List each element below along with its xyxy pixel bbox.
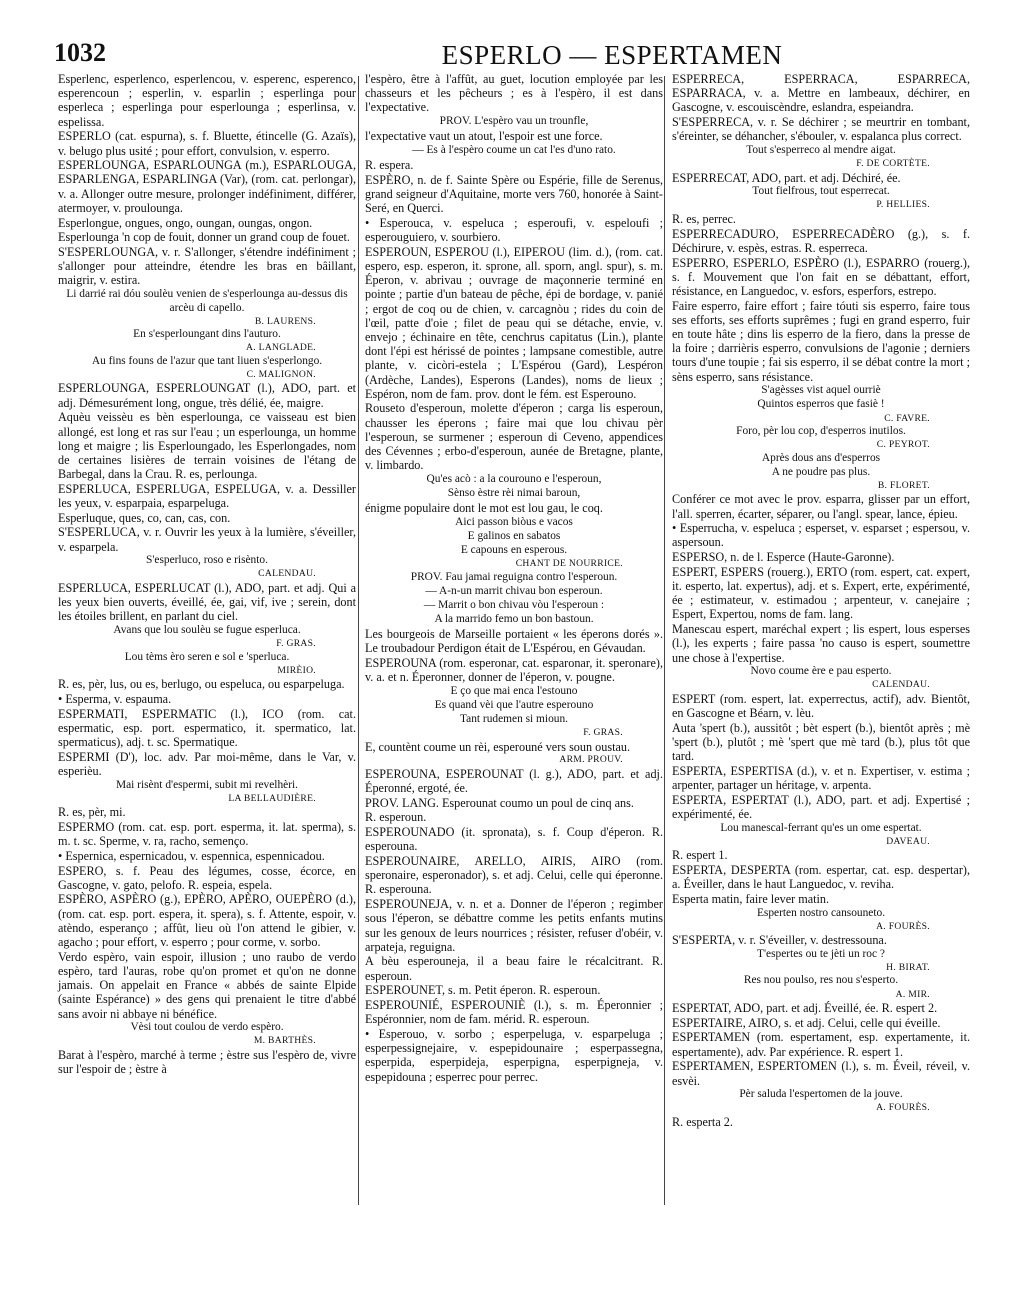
quotation: E ço que mai enca l'estouno [450, 684, 578, 697]
dictionary-entry: ESPERRECA, ESPERRACA, ESPARRECA, ESPARRACA, v. a. Mettre en lambeaux, déchirer, en Gascogne, v. escouiscèndre, eslandra, espeiandra. [672, 72, 970, 115]
quotation: PROV. Fau jamai reguigna contro l'esperoun. [410, 570, 618, 583]
quotation: A ne poudre pas plus. [771, 465, 871, 478]
quotation: A la marrido femo un bon bastoun. [434, 612, 594, 625]
quotation: Après dous ans d'esperros [761, 451, 881, 464]
quotation-author: A. LANGLADE. [246, 342, 316, 354]
quotation: E capouns en esperous. [460, 544, 568, 557]
dictionary-entry: ESPÈRO, ASPÈRO (g.), EPÈRO, APÈRO, OUEPÈRO (d.), (rom. cat. esp. port. espera, it. spera), s. f. Attente, espoir, v. atèndo, esperanço ; affût, lieu où l'on attend le gibier, v. agacho ; pour effort, v. esperro ; pour corme, v. sorbo. [58, 892, 356, 950]
quotation-author: B. FLORET. [877, 479, 930, 491]
dictionary-entry: Aquèu veissèu es bèn esperlounga, ce vaisseau est bien allongé, est long et ras sur l'eau ; un esperlounga, un homme long et maigre ; lis Esperloungado, les Esperlongades, nom de certaines lisières de terrain voisines de l'étang de Barbegal, dans la Crau. R. es, perlounga. [58, 410, 356, 482]
dictionary-entry: ESPEROUNAIRE, ARELLO, AIRIS, AIRO (rom. speronaire, esperonador), s. et adj. Celui, celle qui éperonne. R. esperouna. [365, 854, 663, 897]
quotation-author: C. MALIGNON. [246, 368, 316, 380]
quotation: S'esperluco, roso e risènto. [146, 554, 268, 567]
dictionary-entry: R. esperoun. [365, 810, 427, 825]
dictionary-entry: ESPERSO, n. de l. Esperce (Haute-Garonne). [672, 550, 895, 565]
dictionary-entry: S'ESPERTA, v. r. S'éveiller, v. destressouna. [672, 933, 887, 948]
dictionary-entry: Esperlounga 'n cop de fouit, donner un grand coup de fouet. [58, 230, 350, 245]
dictionary-entry: énigme populaire dont le mot est lou gau, le coq. [365, 501, 603, 516]
quotation-author: C. PEYROT. [876, 439, 930, 451]
dictionary-entry: ESPERMO (rom. cat. esp. port. esperma, it. lat. sperma), s. m. t. sc. Sperme, v. ra, racho, semenço. [58, 819, 356, 849]
quotation: Quintos esperros que fasiè ! [757, 398, 885, 411]
dictionary-entry: A bèu esperouneja, il a beau faire le récalcitrant. R. esperoun. [365, 954, 663, 983]
dictionary-entry: R. espera. [365, 158, 414, 172]
quotation: Mai risènt d'espermi, subit mi revelhèri. [115, 778, 299, 791]
dictionary-entry: ESPERTA, ESPERTAT (l.), ADO, part. et adj. Expertisé ; expérimenté, ée. [672, 792, 970, 821]
dictionary-entry: ESPERTAT, ADO, part. et adj. Éveillé, ée. R. espert 2. [672, 1001, 938, 1016]
quotation: Lou tèms èro seren e sol e 'sperluca. [124, 650, 290, 663]
quotation-author: ARM. PROUV. [559, 754, 623, 766]
dictionary-entry: • Esperma, v. espauma. [58, 691, 172, 706]
column-divider [664, 76, 665, 1205]
quotation: E galinos en sabatos [467, 529, 561, 542]
quotation: Avans que lou soulèu se fugue esperluca. [113, 624, 301, 637]
quotation: — A-n-un marrit chivau bon esperoun. [425, 584, 603, 597]
dictionary-entry: ESPERRECADURO, ESPERRECADÈRO (g.), s. f. Déchirure, v. espès, estras. R. esperreca. [672, 226, 970, 255]
dictionary-entry: Faire esperro, faire effort ; faire tóuti sis esperro, faire tous ses efforts, ses efforts suprêmes ; fugi en grand esperro, fuir en toute hâte ; dins lis esperro de la fiero, dans la presse de la foire ; darrièris esperro, convulsions de l'agonie ; derniers tours d'une toupie ; fai sis esperro, il se débat contre la mort ; sèns esperro, sans résistance. [672, 298, 970, 384]
dictionary-entry: • Espernica, espernicadou, v. espennica, espennicadou. [58, 848, 325, 863]
quotation-author: CALENDAU. [872, 679, 930, 691]
dictionary-entry: Verdo espèro, vain espoir, illusion ; uno raubo de verdo espèro, tard l'auras, robe qu'on promet et qu'on ne donne jamais. On appelait en France « abbés de sainte Elpide (sainte Espérance) » des gens qui prenaient le titre d'abbé sans avoir ni abbaye ni bénéfice. [58, 949, 356, 1021]
dictionary-entry: • Esperouo, v. sorbo ; esperpeluga, v. esparpeluga ; esperpessignejaire, v. espepidounaire ; esperpassegna, esperpida, esperpideja, esperpigna, esperpigneja, v. espepidouna ; esperrec pour perrec. [365, 1026, 663, 1084]
quotation-author: F. GRAS. [583, 727, 623, 739]
dictionary-entry: ESPERTA, ESPERTISA (d.), v. et n. Expertiser, v. estima ; arpenter, partager un héritage, v. arpenta. [672, 763, 970, 793]
quotation-author: F. DE CORTÈTE. [856, 158, 930, 170]
dictionary-entry: S'ESPERLOUNGA, v. r. S'allonger, s'étendre indéfiniment ; s'allonger pour atteindre, étendre les bras en bâillant, maigrir, v. estira. [58, 244, 356, 288]
quotation-author: B. LAURENS. [254, 315, 316, 327]
quotation-author: H. BIRAT. [886, 961, 930, 973]
column-left [58, 72, 356, 1077]
dictionary-entry: ESPERMI (D'), loc. adv. Par moi-même, dans le Var, v. esperièu. [58, 749, 356, 778]
dictionary-entry: ESPEROUNA (rom. esperonar, cat. esparonar, it. speronare), v. a. et n. Éperonner, donner de l'éperon, v. pougne. [365, 655, 663, 685]
dictionary-entry: ESPERTAMEN, ESPERTOMEN (l.), s. m. Éveil, réveil, v. esvèi. [672, 1059, 970, 1088]
dictionary-entry: Esperta matin, faire lever matin. [672, 891, 830, 906]
quotation: Es quand vèi que l'autre esperouno [434, 698, 594, 711]
quotation: PROV. L'espèro vau un trounfle, [439, 115, 589, 128]
quotation: Novo coume ère e pau esperto. [750, 665, 892, 678]
quotation: — Marrit o bon chivau vòu l'esperoun : [423, 598, 605, 611]
dictionary-entry: Manescau espert, maréchal expert ; lis espert, lous esperses (l.), les experts ; faire passa 'no causo is espert, soumettre une chose à l'expertise. [672, 622, 970, 665]
quotation: — Es à l'espèro coume un cat l'es d'uno rato. [412, 143, 616, 156]
dictionary-entry: Barat à l'espèro, marché à terme ; èstre sus l'espèro de, vivre sur l'espoir de ; èstre à [58, 1047, 356, 1077]
quotation: Vèsi tout coulou de verdo espèro. [130, 1021, 284, 1034]
quotation: Lou manescal-ferrant qu'es un ome espertat. [720, 821, 922, 834]
dictionary-entry: ESPÈRO, n. de f. Sainte Spère ou Espérie, fille de Serenus, grand seigneur d'Aquitaine, morte vers 760, honorée à Saint-Seré, en Querci. [365, 172, 663, 216]
dictionary-entry: • Esperrucha, v. espeluca ; esperset, v. esparset ; espersou, v. aspersoun. [672, 521, 970, 550]
dictionary-entry: ESPEROUNEJA, v. n. et a. Donner de l'éperon ; regimber sous l'éperon, se débattre comme les petits enfants mutins sur les genoux de leurs nourrices ; résister, refuser d'obéir, v. arpateja, reguigna. [365, 897, 663, 954]
dictionary-entry: ESPERTAMEN (rom. espertament, esp. expertamente, it. espertamente), adv. Par expérience. R. espert 1. [672, 1030, 970, 1059]
dictionary-entry: ESPEROUNA, ESPEROUNAT (l. g.), ADO, part. et adj. Éperonné, ergoté, ée. [365, 766, 663, 796]
dictionary-entry: ESPERMATI, ESPERMATIC (l.), ICO (rom. cat. espermatic, esp. port. espermatico, it. spermatico, lat. spermaticus), adj. t. sc. Spermatique. [58, 706, 356, 750]
column-right [672, 72, 970, 1130]
quotation: Tant rudemen si mioun. [459, 713, 569, 726]
dictionary-entry: ESPERLOUNGA, ESPARLOUNGA (m.), ESPARLOUGA, ESPARLENGA, ESPARLINGA (Var), (rom. cat. perlongar), v. a. Allonger outre mesure, prolonger indéfiniment, différer, atermoyer, v. proulounga. [58, 158, 356, 215]
dictionary-entry: R. esperta 2. [672, 1114, 733, 1129]
quotation: T'espertes ou te jèti un roc ? [757, 947, 885, 960]
quotation: Esperten nostro cansouneto. [756, 906, 886, 919]
dictionary-entry: ESPERLUCA, ESPERLUCAT (l.), ADO, part. et adj. Qui a les yeux bien ouverts, éveillé, ée, gai, vif, ive ; serein, dont les étoiles brillent, en parlant du ciel. [58, 580, 356, 624]
dictionary-entry: ESPEROUNET, s. m. Petit éperon. R. esperoun. [365, 983, 601, 998]
quotation: Tout s'esperreco al mendre aigat. [746, 144, 896, 157]
page-number: 1032 [54, 38, 106, 67]
quotation-author: LA BELLAUDIÈRE. [228, 792, 316, 804]
running-head: ESPERLO — ESPERTAMEN [441, 40, 783, 70]
dictionary-entry: ESPEROUNIÉ, ESPEROUNIÈ (l.), s. m. Éperonnier ; Espéronnier, nom de fam. mérid. R. esperoun. [365, 998, 663, 1027]
quotation-author: P. HELLIES. [876, 199, 930, 211]
quotation-author: A. FOURÈS. [876, 1102, 930, 1114]
quotation: En s'esperloungant dins l'auturo. [133, 328, 281, 341]
dictionary-entry: R. es, pèr, mi. [58, 805, 126, 820]
dictionary-entry: ESPERTA, DESPERTA (rom. espertar, cat. esp. despertar), a. Éveiller, dans le haut Languedoc, v. reviha. [672, 862, 970, 892]
quotation: Aici passon biòus e vacos [455, 515, 573, 528]
dictionary-entry: ESPERRECAT, ADO, part. et adj. Déchiré, ée. [672, 170, 901, 185]
dictionary-entry: Auta 'spert (b.), aussitôt ; bèt espert (b.), bientôt après ; mè 'spert (b.), plutôt ; mè 'spert que mè tard (b.), plus tôt que tard. [672, 720, 970, 764]
quotation-author: F. GRAS. [276, 638, 316, 650]
dictionary-entry: R. es, perrec. [672, 211, 736, 226]
dictionary-entry: Conférer ce mot avec le prov. esparra, glisser par un effort, l'all. sperren, écarter, séparer, ou l'angl. spear, lance, épieu. [672, 492, 970, 521]
dictionary-entry: Les bourgeois de Marseille portaient « les éperons dorés ». Le troubadour Perdigon était de L'Espérou, en Gévaudan. [365, 627, 663, 656]
dictionary-entry: ESPERT, ESPERS (rouerg.), ERTO (rom. espert, cat. expert, it. esperto, lat. expertus), adj. et s. Expert, erte, expérimenté, ée ; estimateur, v. estimadou ; arpenteur, v. canejaire ; Espert, Expertou, noms de fam. lang. [672, 564, 970, 622]
quotation-author: MIRÈIO. [277, 664, 316, 676]
quotation-author: DAVEAU. [886, 835, 930, 847]
quotation-author: A. MIR. [895, 988, 930, 1000]
quotation-author: M. BARTHÈS. [253, 1035, 316, 1047]
quotation-author: CALENDAU. [258, 568, 316, 580]
dictionary-entry: R. es, pèr, lus, ou es, berlugo, ou espeluca, ou esparpeluga. [58, 677, 345, 692]
quotation-author: CHANT DE NOURRICE. [515, 558, 623, 570]
column-middle [365, 72, 663, 1084]
quotation: Sènso èstre rèi nimai baroun, [447, 487, 581, 500]
dictionary-entry: ESPERLO (cat. espurna), s. f. Bluette, étincelle (G. Azaïs), v. belugo plus usité ; pour effort, convulsion, v. esperro. [58, 129, 356, 158]
quotation: S'agèsses vist aquel ourriè [761, 384, 881, 397]
dictionary-entry: S'ESPERLUCA, v. r. Ouvrir les yeux à la lumière, s'éveiller, v. esparpela. [58, 525, 356, 554]
quotation: Pèr saluda l'espertomen de la jouve. [739, 1088, 903, 1101]
dictionary-entry: • Esperouca, v. espeluca ; esperoufi, v. espeloufi ; esperouguiero, v. sourbiero. [365, 215, 663, 245]
dictionary-entry: E, countènt coume un rèi, esperouné vers soun oustau. [365, 739, 631, 754]
dictionary-entry: l'espèro, être à l'affût, au guet, locution employée par les chasseurs et les pêcheurs ; es à l'espèro, il est dans l'expectative. [365, 72, 663, 115]
quotation: Foro, pèr lou cop, d'esperros inutilos. [736, 425, 906, 438]
dictionary-entry: ESPEROUNADO (it. spronata), s. f. Coup d'éperon. R. esperouna. [365, 825, 663, 854]
dictionary-entry: ESPERLOUNGA, ESPERLOUNGAT (l.), ADO, part. et adj. Démesurément long, ongue, très délié, ée, maigre. [58, 381, 356, 410]
dictionary-entry: Esperlenc, esperlenco, esperlencou, v. esperenc, esperenco, esperencoun ; esperlin, v. esparlin ; esperlinga pour esperleca ; esperlinga pour esperlounga ; esperlinsa, v. espelissa. [58, 72, 356, 129]
dictionary-entry: ESPERTAIRE, AIRO, s. et adj. Celui, celle qui éveille. [672, 1015, 941, 1030]
quotation: Tout fielfrous, tout esperrecat. [752, 185, 890, 198]
dictionary-entry: Rouseto d'esperoun, molette d'éperon ; carga lis esperoun, chausser les éperons ; faire mai que lou chivau pèr l'esperoun, se surmener ; esperoun di Ceveno, appendices des Cévennes ; erbo-d'esperoun, aunée de Bretagne, plante, v. limbardo. [365, 401, 663, 473]
dictionary-entry: ESPERRO, ESPERLO, ESPÈRO (l.), ESPARRO (rouerg.), s. f. Mouvement que l'on fait en se débattant, effort, résistance, en Languedoc, v. esfors, esperfors, estrepo. [672, 255, 970, 298]
dictionary-entry: PROV. LANG. Esperounat coumo un poul de cinq ans. [365, 795, 634, 810]
quotation-author: C. FAVRE. [884, 412, 930, 424]
dictionary-entry: l'expectative vaut un atout, l'espoir est une force. [365, 129, 603, 144]
quotation: Res nou poulso, res nou s'esperto. [743, 974, 899, 987]
dictionary-entry: ESPERT (rom. espert, lat. experrectus, actif), adv. Bientôt, en Gascogne et Béarn, v. lèu. [672, 691, 970, 721]
dictionary-entry: ESPEROUN, ESPEROU (l.), EIPEROU (lim. d.), (rom. cat. espero, esp. esperon, it. sprone, all. sporn, angl. spur), s. m. Éperon, v. abrivau ; ouvrage de maçonnerie terminé en pointe ; partie d'un bateau de pêche, épi de bordage, v. panié ; ergot de coq ou de chien, v. carcagnòu ; rides du coin de l'œil, patte d'oie ; filet de peau qui se détache, envie, v. envejo ; échinaire en tête, cenchrus capitatus (Lin.), plante dont l'épi est hérissé de pointes ; lampsane comestible, autre plante, v. cicòri-estela ; L'Espérou (Gard), Lespéron (Ardèche, Landes), Esperons (Landes), noms de lieux ; Espéron, nom de fam. prov. dont le fém. est Esperouno. [365, 244, 663, 401]
quotation-author: A. FOURÈS. [876, 920, 930, 932]
dictionary-entry: ESPERLUCA, ESPERLUGA, ESPELUGA, v. a. Dessiller les yeux, v. esparpaia, esparpeluga. [58, 481, 356, 511]
quotation: Li darrié rai dóu soulèu venien de s'esperlounga au-dessus dis arcèu di capello. [66, 288, 348, 314]
column-divider [358, 76, 359, 1205]
quotation: Au fins founs de l'azur que tant liuen s'esperlongo. [91, 354, 323, 367]
dictionary-entry: S'ESPERRECA, v. r. Se déchirer ; se meurtrir en tombant, s'éreinter, se déhancher, s'ébouler, v. espalanca plus correct. [672, 115, 970, 144]
dictionary-entry: Esperluque, ques, co, can, cas, con. [58, 510, 231, 525]
dictionary-entry: Esperlongue, ongues, ongo, oungan, oungas, ongon. [58, 215, 313, 230]
dictionary-entry: R. espert 1. [672, 848, 728, 863]
quotation: Qu'es acò : a la courouno e l'esperoun, [426, 472, 602, 485]
dictionary-entry: ESPERO, s. f. Peau des légumes, cosse, écorce, en Gascogne, v. gato, pelofo. R. espeia, espela. [58, 863, 356, 892]
